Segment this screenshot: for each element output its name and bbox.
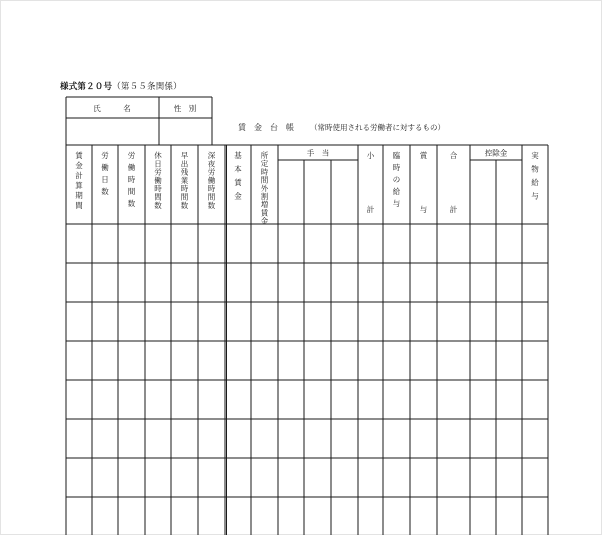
column-header-deductions: 控除金 (484, 148, 508, 158)
main-grid (66, 145, 548, 535)
column-header-total: 合計 (449, 151, 458, 214)
column-header-night-hours: 深夜労働時間数 (207, 151, 216, 210)
gender-label: 性 別 (173, 104, 197, 113)
column-header-bonus: 賞与 (419, 151, 428, 214)
column-header-temporary-pay: 臨時の給与 (392, 151, 401, 208)
column-header-work-days: 労働日数 (101, 151, 109, 196)
column-header-base-wage: 基本賃金 (234, 151, 242, 201)
column-header-in-kind-pay: 実物給与 (531, 151, 539, 201)
ledger-subtitle: （常時使用される労働者に対するもの） (310, 123, 445, 132)
ledger-title: 賃 金 台 帳 (238, 123, 294, 132)
form-number: 様式第２０号 (60, 82, 113, 92)
column-header-holiday-hours: 休日労働時間数 (154, 151, 162, 210)
name-label: 氏 名 (93, 104, 131, 113)
column-header-overtime-premium: 所定時間外割増賃金 (260, 151, 269, 226)
column-header-allowance: 手 当 (306, 148, 330, 158)
column-header-subtotal: 小計 (366, 151, 375, 214)
form-reference: （第５５条関係） (112, 82, 182, 92)
column-header-work-hours: 労働時間数 (127, 151, 136, 208)
column-header-period: 賃金計算期間 (75, 151, 83, 210)
column-header-early-overtime-hours: 早出残業時間数 (180, 151, 189, 210)
